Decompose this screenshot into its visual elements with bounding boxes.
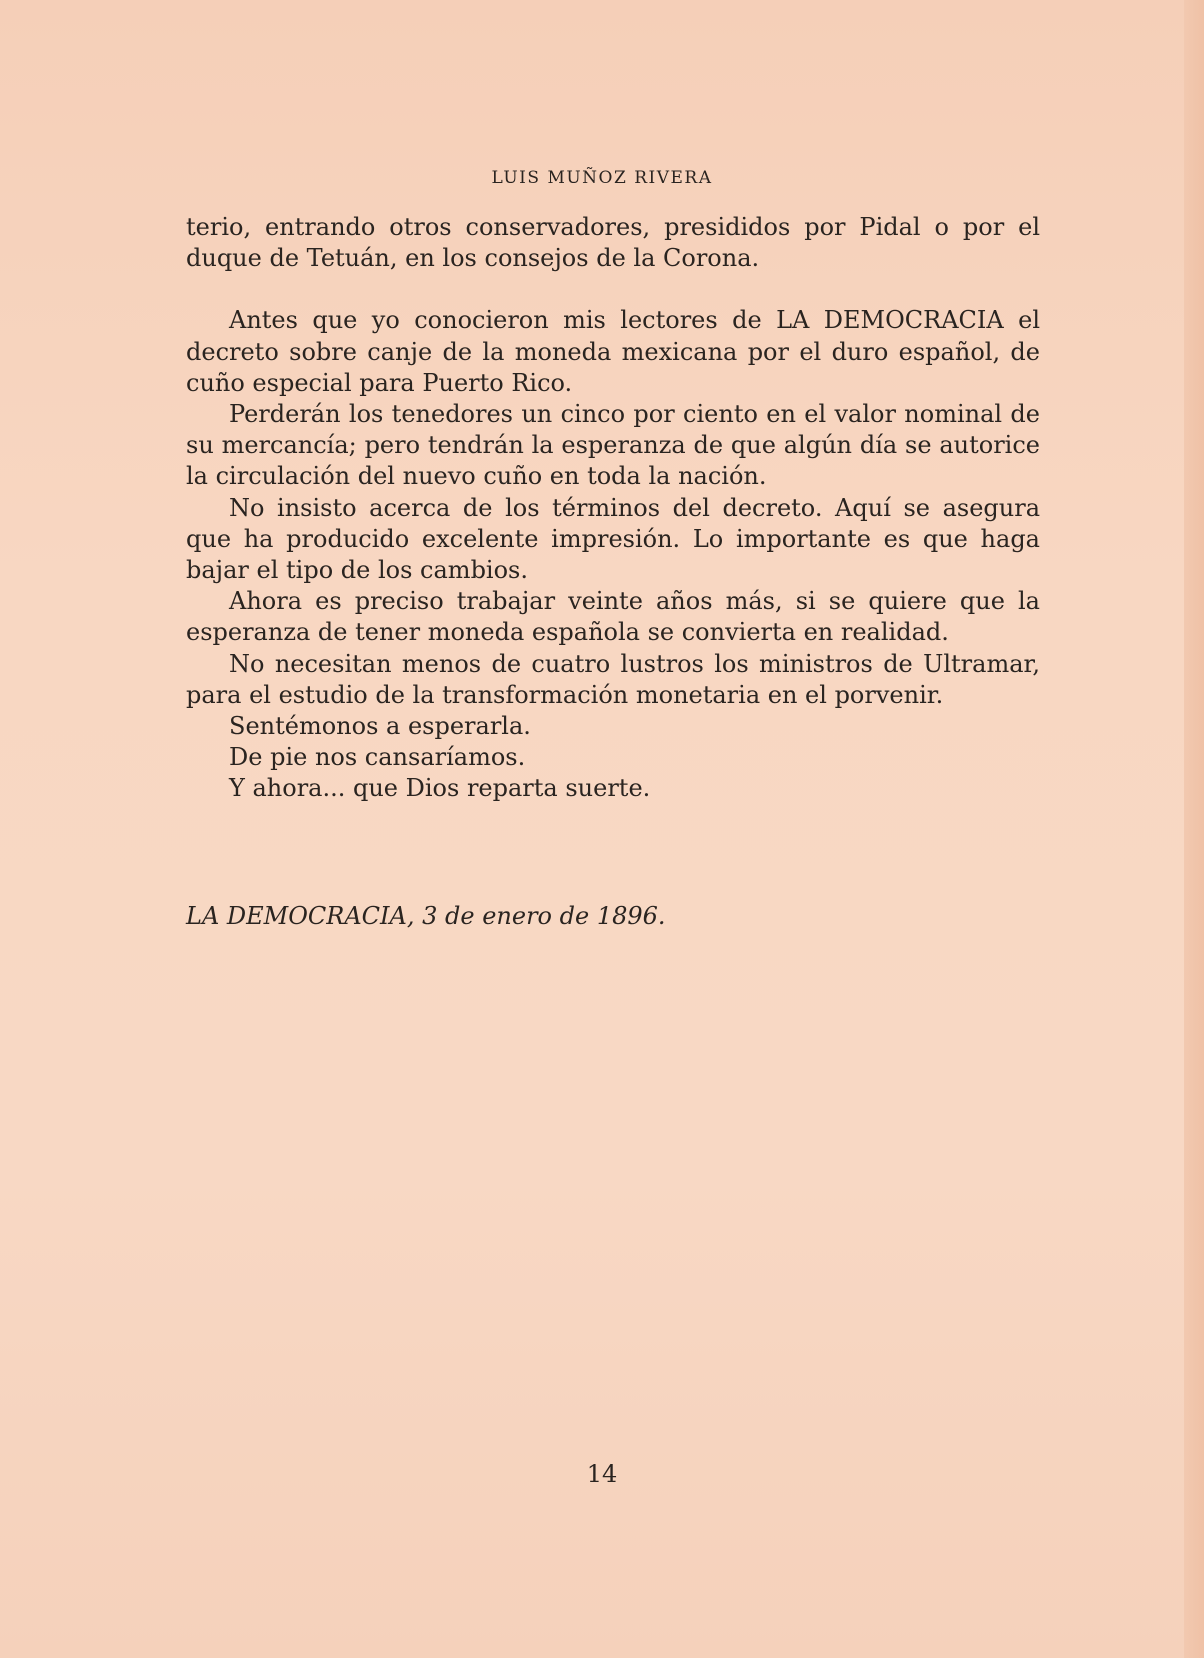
paragraph: Ahora es preciso trabajar veinte años más, si se quiere que la esperanza de tener moneda española se convierta en realidad. — [186, 587, 1040, 647]
source-citation: LA DEMOCRACIA, 3 de enero de 1896. — [186, 902, 666, 930]
body-text — [186, 212, 1040, 805]
running-head: LUIS MUÑOZ RIVERA — [491, 168, 713, 188]
paragraph: Sentémonos a esperarla. — [229, 712, 531, 741]
paragraph-continued: terio, entrando otros conservadores, presididos por Pidal o por el duque de Tetuán, en los consejos de la Corona. — [186, 213, 1040, 273]
page-edge — [1184, 0, 1204, 1658]
paragraph: No necesitan menos de cuatro lustros los ministros de Ultramar, para el estudio de la transformación monetaria en el porvenir. — [186, 649, 1040, 709]
paragraph: Y ahora... que Dios reparta suerte. — [229, 774, 651, 803]
paragraph: Antes que yo conocieron mis lectores de LA DEMOCRACIA el decreto sobre canje de la moneda mexicana por el duro español, de cuño especial para Puerto Rico. — [186, 306, 1040, 397]
page-number: 14 — [586, 1460, 618, 1488]
paragraph: Perderán los tenedores un cinco por ciento en el valor nominal de su mercancía; pero tendrán la esperanza de que algún día se autorice la circulación del nuevo cuño en toda la nación. — [186, 400, 1040, 491]
paragraph-gap — [186, 274, 1040, 305]
paragraph: De pie nos cansaríamos. — [229, 743, 526, 772]
paragraph: No insisto acerca de los términos del decreto. Aquí se asegura que ha producido excelente impresión. Lo importante es que haga bajar el tipo de los cambios. — [186, 493, 1040, 585]
